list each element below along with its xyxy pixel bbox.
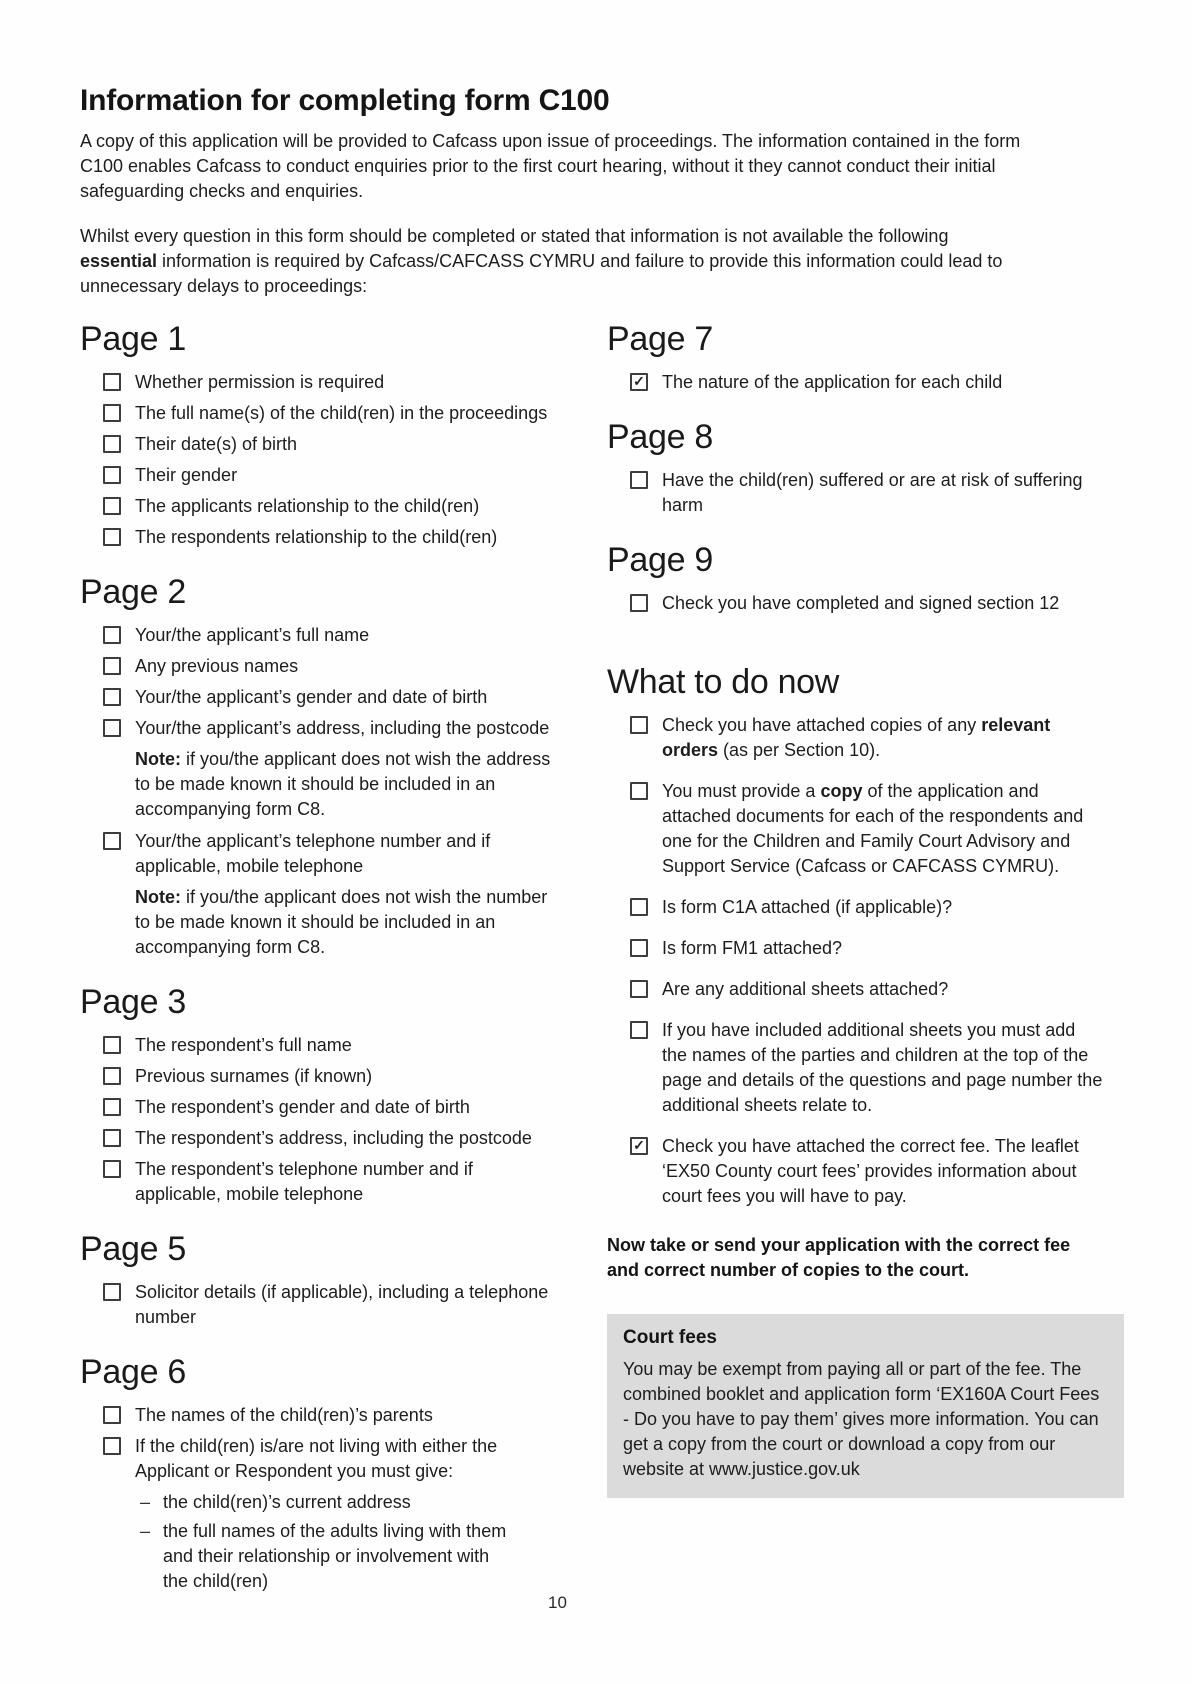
court-fees-box	[607, 1314, 1124, 1498]
checklist-item	[80, 525, 607, 550]
checklist-item	[80, 401, 607, 426]
note-text	[135, 885, 560, 960]
item-text: The applicants relationship to the child(ren)	[135, 496, 480, 516]
checkbox-icon[interactable]	[103, 1160, 121, 1178]
item-text: Check you have attached the correct fee. The leaflet ‘EX50 County court fees’ provides information about court fees you will have to pay.	[662, 1136, 1079, 1206]
checklist-item	[607, 1018, 1126, 1118]
checklist-item	[80, 685, 607, 710]
note-label: Note:	[135, 887, 181, 907]
section-heading-page-2: Page 2	[80, 573, 186, 611]
notice-text: Now take or send your application with the correct fee and correct number of copies to the court.	[607, 1235, 1071, 1280]
section-heading-page-9: Page 9	[607, 541, 713, 579]
item-text: The full name(s) of the child(ren) in the proceedings	[135, 403, 548, 423]
item-text: Your/the applicant’s full name	[135, 625, 370, 645]
page-content	[80, 84, 1126, 1598]
item-text: The respondents relationship to the child(ren)	[135, 527, 498, 547]
note-body: if you/the applicant does not wish the number to be made known it should be included in an accompanying form C8.	[135, 887, 548, 957]
checklist-item	[80, 1064, 607, 1089]
intro2-text-pre: Whilst every question in this form should be completed or stated that information is not available the following	[80, 226, 949, 246]
checklist-item	[80, 463, 607, 488]
check-mark-icon: ✓	[633, 1137, 645, 1153]
left-column	[80, 319, 607, 1598]
checkbox-icon[interactable]	[630, 980, 648, 998]
item-text-pre: Check you have attached copies of any	[662, 715, 982, 735]
checklist-item	[80, 1434, 607, 1484]
checkbox-icon[interactable]	[103, 1129, 121, 1147]
note-text	[135, 747, 560, 822]
item-text: Is form C1A attached (if applicable)?	[662, 897, 953, 917]
section-page-1	[80, 319, 607, 550]
section-page-5	[80, 1229, 607, 1330]
intro-paragraph-1: A copy of this application will be provided to Cafcass upon issue of proceedings. The information contained in the form C100 enables Cafcass to conduct enquiries prior to the first court hearing, without it they cannot conduct their initial safeguarding checks and enquiries.	[80, 131, 1021, 201]
checkbox-icon[interactable]	[103, 497, 121, 515]
intro2-text-post: information is required by Cafcass/CAFCASS CYMRU and failure to provide this information could lead to unnecessary delays to proceedings:	[80, 251, 1003, 296]
what-to-do-now-heading: What to do now	[607, 663, 840, 701]
item-text: The respondent’s telephone number and if applicable, mobile telephone	[135, 1159, 473, 1204]
item-text: Is form FM1 attached?	[662, 938, 843, 958]
item-text: The respondent’s address, including the postcode	[135, 1128, 532, 1148]
sub-item-text: the full names of the adults living with them and their relationship or involvement with the child(ren)	[163, 1521, 507, 1591]
item-text: The respondent’s full name	[135, 1035, 352, 1055]
section-page-7	[607, 319, 1126, 395]
checkbox-icon[interactable]	[103, 719, 121, 737]
checklist-item	[607, 468, 1126, 518]
sub-item	[140, 1490, 607, 1515]
checkbox-icon[interactable]	[103, 528, 121, 546]
section-page-6	[80, 1352, 607, 1594]
item-text: Previous surnames (if known)	[135, 1066, 373, 1086]
checkbox-icon[interactable]	[103, 435, 121, 453]
intro-paragraph-2	[80, 224, 1028, 299]
checklist-item	[80, 1280, 607, 1330]
item-text: If the child(ren) is/are not living with either the Applicant or Respondent you must give:	[135, 1436, 498, 1481]
two-column-layout	[80, 319, 1126, 1598]
checklist-item	[80, 623, 607, 648]
item-text-post: of the application and attached documents for each of the respondents and one for the Children and Family Court Advisory and Support Service (Cafcass or CAFCASS CYMRU).	[662, 781, 1084, 876]
section-page-8	[607, 417, 1126, 518]
checkbox-icon[interactable]	[103, 1437, 121, 1455]
checkbox-icon[interactable]	[630, 594, 648, 612]
checkbox-checked-icon[interactable]	[630, 1137, 648, 1155]
section-heading-page-6: Page 6	[80, 1353, 186, 1391]
item-text: Your/the applicant’s telephone number and if applicable, mobile telephone	[135, 831, 491, 876]
checklist-item	[80, 1033, 607, 1058]
checklist-item	[80, 370, 607, 395]
intro2-text-bold: essential	[80, 251, 158, 271]
checkbox-icon[interactable]	[630, 782, 648, 800]
checklist-item	[80, 1403, 607, 1428]
sub-item	[140, 1519, 607, 1594]
section-page-2	[80, 572, 607, 960]
checklist-item	[607, 895, 1126, 920]
dash-icon: –	[140, 1521, 151, 1541]
checklist-item	[607, 1134, 1126, 1209]
checkbox-icon[interactable]	[103, 688, 121, 706]
court-fees-heading: Court fees	[623, 1327, 717, 1348]
checklist-item	[80, 1126, 607, 1151]
item-text-bold: copy	[820, 781, 863, 801]
checklist-item	[80, 654, 607, 679]
item-text: Their date(s) of birth	[135, 434, 298, 454]
checklist-item	[80, 432, 607, 457]
checkbox-icon[interactable]	[103, 1098, 121, 1116]
item-text: Your/the applicant’s address, including the postcode	[135, 718, 550, 738]
court-fees-body: You may be exempt from paying all or part of the fee. The combined booklet and application form ‘EX160A Court Fees - Do you have to pay them’ gives more information. You can get a copy from the court or download a copy from our website at www.justice.gov.uk	[623, 1359, 1100, 1479]
item-text: The respondent’s gender and date of birth	[135, 1097, 470, 1117]
check-mark-icon: ✓	[633, 373, 645, 389]
page-number: 10	[548, 1593, 567, 1612]
item-text: Their gender	[135, 465, 238, 485]
right-column	[607, 319, 1126, 1598]
section-what-to-do-now	[607, 662, 1126, 1498]
section-page-9	[607, 540, 1126, 616]
checkbox-icon[interactable]	[103, 832, 121, 850]
checklist-item	[607, 936, 1126, 961]
note-label: Note:	[135, 749, 181, 769]
item-text: Are any additional sheets attached?	[662, 979, 949, 999]
item-text: Solicitor details (if applicable), including a telephone number	[135, 1282, 549, 1327]
section-heading-page-8: Page 8	[607, 418, 713, 456]
item-text: If you have included additional sheets you must add the names of the parties and children at the top of the page and details of the questions and page number the additional sheets relate to.	[662, 1020, 1103, 1115]
item-text-bold: relevant orders	[662, 715, 1051, 760]
item-text: Your/the applicant’s gender and date of birth	[135, 687, 488, 707]
checklist-item	[607, 370, 1126, 395]
item-text: Check you have completed and signed section 12	[662, 593, 1060, 613]
dash-icon: –	[140, 1492, 151, 1512]
checklist-item	[607, 977, 1126, 1002]
item-text	[662, 779, 1104, 879]
item-text: The names of the child(ren)’s parents	[135, 1405, 433, 1425]
section-page-3	[80, 982, 607, 1207]
checklist-item	[80, 494, 607, 519]
item-text	[662, 713, 1104, 763]
item-text-pre: You must provide a	[662, 781, 821, 801]
checkbox-checked-icon[interactable]	[630, 373, 648, 391]
checkbox-icon[interactable]	[630, 898, 648, 916]
checklist-item	[80, 829, 607, 879]
checklist-item	[607, 713, 1126, 763]
item-text: The nature of the application for each child	[662, 372, 1003, 392]
checkbox-icon[interactable]	[630, 471, 648, 489]
checkbox-icon[interactable]	[630, 939, 648, 957]
checklist-item	[607, 591, 1126, 616]
checkbox-icon[interactable]	[103, 1036, 121, 1054]
page-title: Information for completing form C100	[80, 84, 610, 117]
section-heading-page-3: Page 3	[80, 983, 186, 1021]
sub-item-text: the child(ren)’s current address	[163, 1492, 411, 1512]
checkbox-icon[interactable]	[630, 1021, 648, 1039]
checkbox-icon[interactable]	[103, 1067, 121, 1085]
checkbox-icon[interactable]	[630, 716, 648, 734]
checkbox-icon[interactable]	[103, 626, 121, 644]
checkbox-icon[interactable]	[103, 1406, 121, 1424]
section-heading-page-7: Page 7	[607, 320, 713, 358]
section-heading-page-1: Page 1	[80, 320, 186, 358]
checkbox-icon[interactable]	[103, 657, 121, 675]
checkbox-icon[interactable]	[103, 466, 121, 484]
note-body: if you/the applicant does not wish the address to be made known it should be included in an accompanying form C8.	[135, 749, 551, 819]
item-text: Have the child(ren) suffered or are at risk of suffering harm	[662, 470, 1083, 515]
checkbox-icon[interactable]	[103, 1283, 121, 1301]
checkbox-icon[interactable]	[103, 404, 121, 422]
checkbox-icon[interactable]	[103, 373, 121, 391]
section-heading-page-5: Page 5	[80, 1230, 186, 1268]
item-text-post: (as per Section 10).	[718, 740, 881, 760]
item-text: Any previous names	[135, 656, 299, 676]
checklist-item	[80, 716, 607, 741]
checklist-item	[80, 1157, 607, 1207]
item-text: Whether permission is required	[135, 372, 385, 392]
checklist-item	[80, 1095, 607, 1120]
checklist-item	[607, 779, 1126, 879]
